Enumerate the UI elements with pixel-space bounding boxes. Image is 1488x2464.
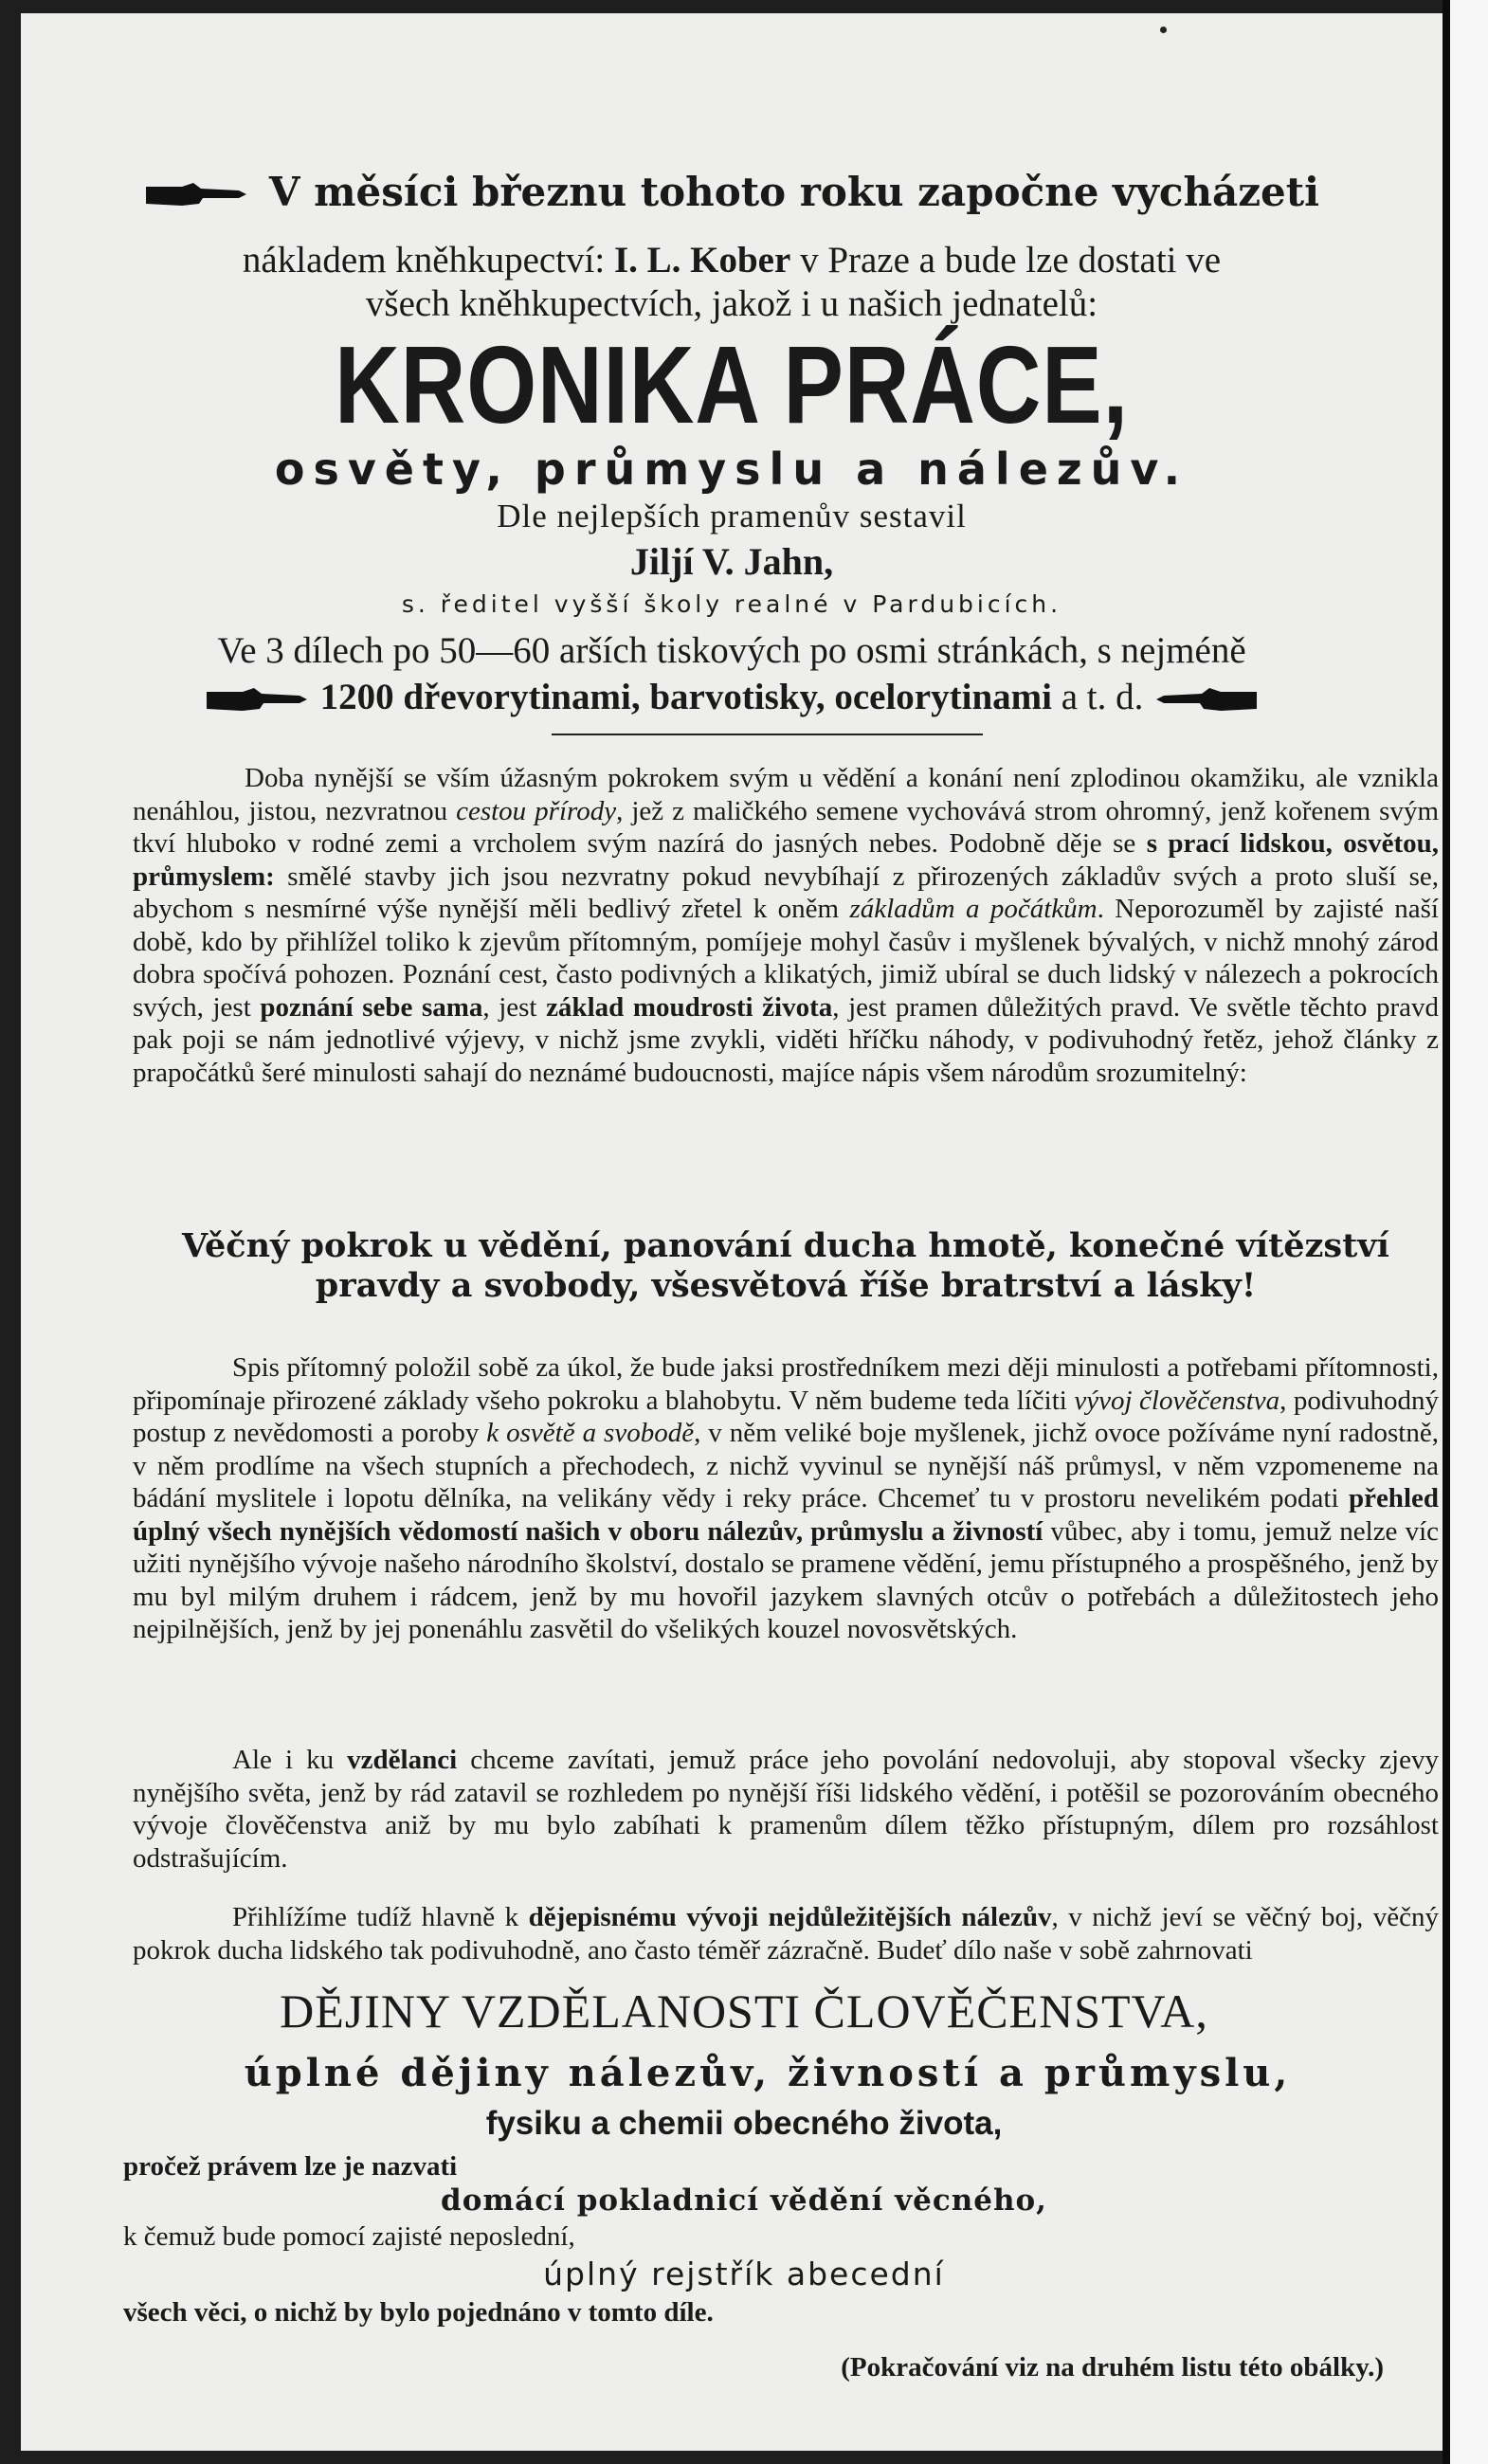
announcement-line-2: nákladem kněhkupectví: I. L. Kober v Praze a bude lze dostati ve bbox=[242, 240, 1222, 281]
illustrations-line: 1200 dřevorytinami, barvotisky, ocelorytinami a t. d. bbox=[21, 673, 1443, 722]
pointing-hand-icon bbox=[205, 688, 309, 713]
announcement-line-1: V měsíci březnu tohoto roku započne vycházeti bbox=[21, 167, 1443, 218]
all-things-line: všech věci, o nichž by bylo pojednáno v tomto díle. bbox=[123, 2297, 714, 2328]
main-title: KRONIKA PRÁCE, bbox=[335, 323, 1129, 446]
page-edge bbox=[1443, 0, 1488, 2464]
paragraph-2: Spis přítomný položil sobě za úkol, že bude jaksi prostředníkem mezi ději minulosti a potřebami přítomnosti, připomínaje přirozené základy všeho pokroku a blahobytu. V něm budeme teda líčiti vývoj člověčenstva, podivuhodný postup z nevědomosti a poroby k osvětě a svobodě, v něm veliké boje myšlenek, jichž ovoce požíváme nyní radostně, v něm prodlíme na všech stupních a přechodech, z nichž vyvinul se nynější náš průmysl, v něm vzpomeneme na bádání myslitele i lopotu dělníka, na velikány vědy i reky práce. Chcemeť tu v prostoru nevelikém podati přehled úplný všech nynějších vědomostí našich v oboru nálezův, průmyslu a živností vůbec, aby i tomu, jemuž nelze víc užiti nynějšího vývoje našeho národního školství, dostalo se pramene vědění, jemu přístupného a prospěšného, jenž by mu byl milým druhem i rádcem, jenž by mu hovořil jazykem slavných otcův o potřebách a důležitostech jeho nejpilnějších, jenž by jej ponenáhlu zasvětil do všelikých kouzel novosvětských. bbox=[133, 1352, 1439, 1644]
publisher-name: I. L. Kober bbox=[613, 240, 791, 281]
motto: Věčný pokrok u vědění, panování ducha hmotě, konečné vítězství pravdy a svobody, všesvětová říše bratrství a lásky! bbox=[182, 1226, 1389, 1305]
author-name: Jiljí V. Jahn, bbox=[629, 540, 834, 583]
compiled-by: Dle nejlepších pramenův sestavil bbox=[497, 498, 967, 534]
physics-line: fysiku a chemii obecného života, bbox=[485, 2105, 1003, 2142]
subtitle: osvěty, průmyslu a nálezův. bbox=[274, 444, 1189, 495]
paragraph-1: Doba nynější se vším úžasným pokrokem svým u vědění a konání není zplodinou okamžiku, ale vznikla nenáhlou, jistou, nezvratnou cestou přírody, jež z maličkého semene vychovává strom ohromný, jenž kořenem svým tkví hluboko v rodné zemi a vrcholem svým nazírá do jasných nebes. Podobně děje se s prací lidskou, osvětou, průmyslem: smělé stavby jich jsou nezvratny pokud nevybíhají z přirozených základův svých a proto sluší se, abychom s nesmírné výše nynější měli bedlivý zřetel k oněm základům a počátkům. Neporozuměl by zajisté naší době, kdo by přihlížel toliko k zjevům přítomným, pomíjeje mohyl časův i myšlenek bývalých, v nichž mnohý zárod dobra spočívá pohozen. Poznání cest, často podivných a klikatých, jimiž ubíral se duch lidský v nálezech a pokrocích svých, jest poznání sebe sama, jest základ moudrosti života, jest pramen důležitých pravd. Ve světle těchto pravd pak poji se nám jednotlivé výjevy, v nichž jsme zvykli, viděti hříčku náhody, v podivuhodný řetěz, jehož články z prapočátků šeré minulosti sahají do neznámé budoucnosti, majíce nápis všem národům srozumitelný: bbox=[133, 763, 1440, 1088]
therefore-line: pročež právem lze je nazvati bbox=[123, 2151, 458, 2182]
complete-history: úplné dějiny nálezův, živností a průmyslu, bbox=[244, 2051, 1292, 2095]
announcement-line-3: všech kněhkupectvích, jakož i u našich jednatelů: bbox=[365, 283, 1098, 324]
continued-note: (Pokračování viz na druhém listu této obálky.) bbox=[841, 2352, 1384, 2382]
to-which-line: k čemuž bude pomocí zajisté neposlední, bbox=[123, 2221, 575, 2252]
paragraph-3: Ale i ku vzdělanci chceme zavítati, jemuž práce jeho povolání nedovoluji, aby stopoval všecky zjevy nynějšího světa, jenž by rád zatavil se rozhledem po nynější říši lidského vědění, i potěšil se pozorováním obecného vývoje člověčenstva aniž by mu bylo zabíhati k pramenům dílem těžko přístupným, dílem pro rozsáhlost odstrašujícím. bbox=[133, 1745, 1439, 1874]
index-line: úplný rejstřík abecední bbox=[543, 2256, 945, 2292]
history-title: DĚJINY VZDĚLANOSTI ČLOVĚČENSTVA, bbox=[280, 1984, 1208, 2038]
pointing-hand-left-icon bbox=[1154, 688, 1259, 713]
volumes-info: Ve 3 dílech po 50—60 arších tiskových po osmi stránkách, s nejméně bbox=[217, 630, 1246, 671]
divider-rule bbox=[552, 734, 983, 735]
pointing-hand-icon bbox=[144, 183, 248, 208]
author-role: s. ředitel vyšší školy realné v Pardubicích. bbox=[401, 590, 1062, 618]
treasury-line: domácí pokladnicí vědění věcného, bbox=[441, 2183, 1047, 2218]
paragraph-4: Přihlížíme tudíž hlavně k dějepisnému vývoji nejdůležitějších nálezův, v nichž jeví se věčný boj, věčný pokrok ducha lidského tak podivuhodně, ano často téměř zázračně. Budeť dílo naše v sobě zahrnovati bbox=[133, 1902, 1440, 1966]
print-speck bbox=[1160, 27, 1167, 33]
